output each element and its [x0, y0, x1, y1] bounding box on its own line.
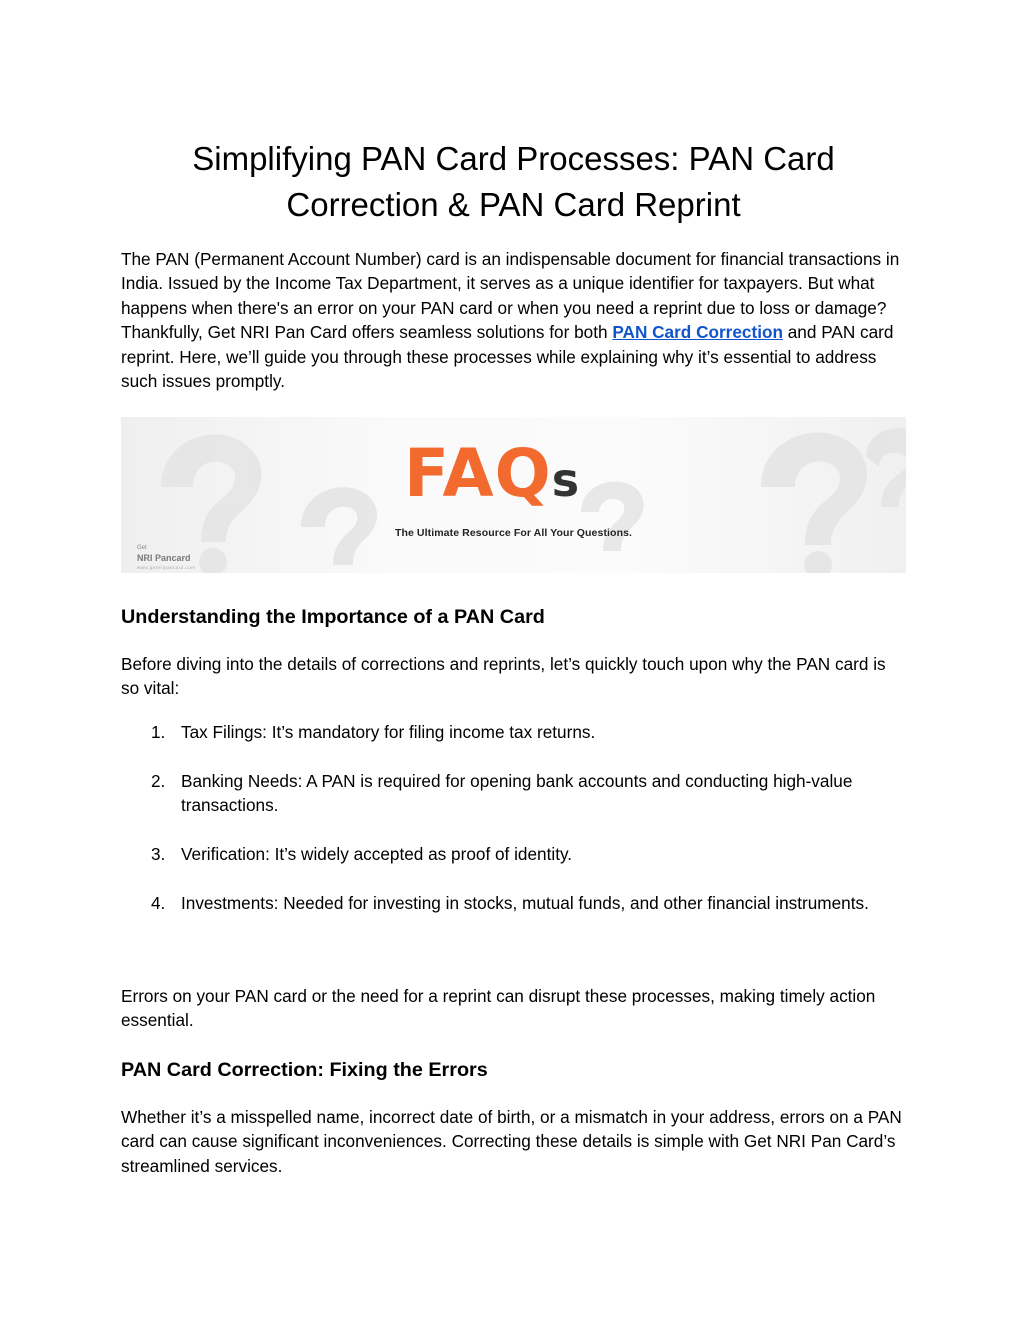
section-heading-correction: PAN Card Correction: Fixing the Errors [121, 1059, 488, 1081]
brand-name: NRI Pancard [137, 553, 191, 563]
list-item-text: Verification: It’s widely accepted as proof of identity. [181, 844, 573, 865]
list-item [121, 769, 906, 818]
list-item-number: 3. [151, 844, 166, 865]
list-item-number: 1. [151, 722, 166, 742]
list-item-text: Investments: Needed for investing in stocks, mutual funds, and other financial instruments. [181, 893, 869, 914]
intro-paragraph [121, 247, 906, 393]
pan-card-correction-link[interactable]: PAN Card Correction [612, 322, 783, 343]
section1-outro-paragraph: Errors on your PAN card or the need for a reprint can disrupt these processes, making timely action essential. [121, 986, 876, 1031]
brand-small-text: Get [137, 545, 147, 551]
list-item [121, 720, 906, 744]
list-item-number: 2. [151, 771, 166, 791]
banner-tagline: The Ultimate Resource For All Your Questions. [394, 527, 633, 539]
intro-text-after: and PAN card reprint. Here, we’ll guide you through these processes while explaining why it’s essential to address such issues promptly. [121, 322, 894, 392]
faq-banner-image [121, 417, 906, 573]
faq-logo-main: FAQ [404, 435, 552, 512]
faqs-logo [404, 435, 581, 515]
brand-url: www.getnripancard.com [137, 565, 196, 570]
importance-list [121, 720, 906, 940]
list-item [121, 842, 906, 866]
intro-text-before: The PAN (Permanent Account Number) card is an indispensable document for financial transactions in India. Issued by the Income Tax Department, it serves as a unique identifier for taxpayers. But what happens when there's an error on your PAN card or when you need a reprint due to loss or damage? Thankfully, Get NRI Pan Card offers seamless solutions for both [121, 249, 900, 343]
list-item-text: Banking Needs: A PAN is required for opening bank accounts and conducting high-value transactions. [181, 771, 853, 816]
brand-watermark [137, 543, 196, 573]
page-title: Simplifying PAN Card Processes: PAN Card Correction & PAN Card Reprint [192, 140, 835, 223]
list-item-number: 4. [151, 893, 166, 914]
list-item [121, 891, 906, 915]
list-item-text: Tax Filings: It’s mandatory for filing income tax returns. [181, 722, 596, 742]
section-heading-importance: Understanding the Importance of a PAN Card [121, 606, 545, 628]
section1-intro-paragraph: Before diving into the details of corrections and reprints, let’s quickly touch upon why the PAN card is so vital: [121, 654, 886, 699]
faq-logo-suffix: s [551, 453, 581, 507]
section2-body-paragraph: Whether it’s a misspelled name, incorrect date of birth, or a mismatch in your address, errors on a PAN card can cause significant inconveniences. Correcting these details is simple with Get NRI Pan Card’s streamlined services. [121, 1107, 902, 1176]
